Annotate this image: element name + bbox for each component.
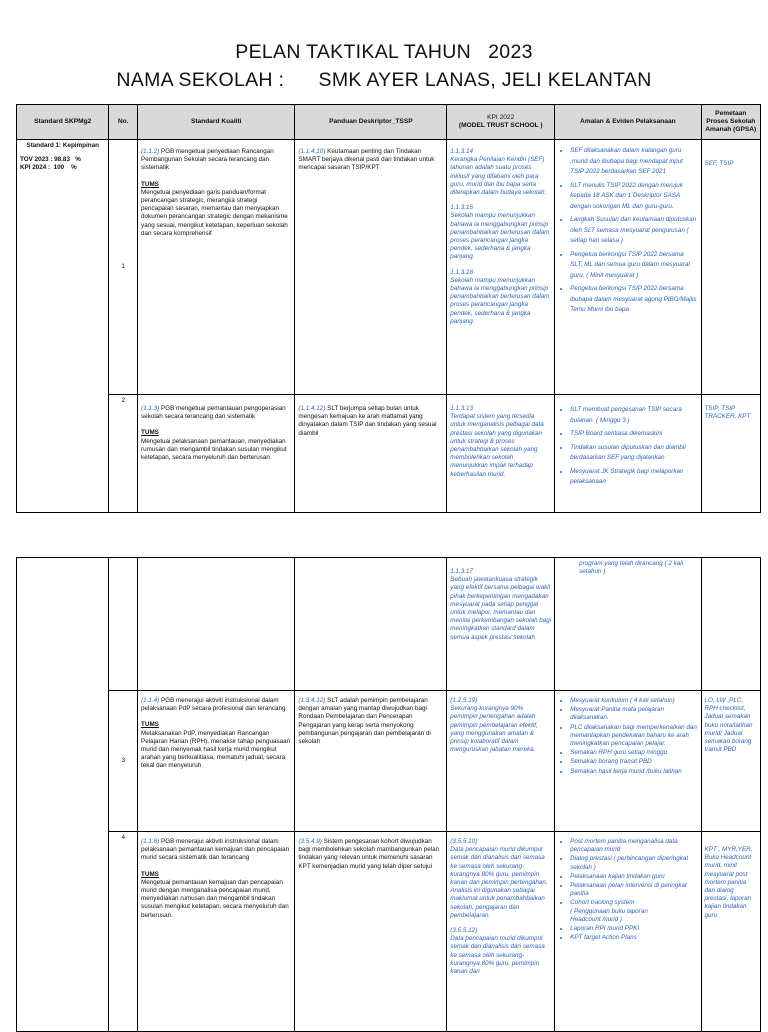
tums-text: Melaksanakan PdP, menyediakan Rancangan Pelajaran Harian (RPH), menaksir tahap penguasaan murid dan menyemak hasil kerja murid mengikut arahan yang berkualitiasa, mematuhi jadual, secara tekal dan menyeluruh <box>141 729 291 770</box>
evidence-item: • Tindakan susulan diputuskan dan diambil berdasarkan SEF yang dijalankan <box>570 443 697 464</box>
kpi-item: (3.5.5.12) Data pencapaian murid dikumpul semak dan dianalisis dari semasa ke semasa oleh sekurang-kurangnya 80% guru, pemimpin kanan dan <box>450 927 545 976</box>
kpi-cell <box>447 395 555 513</box>
evidence-item: • TSIP Board sentiasa dikemaskini <box>570 429 697 440</box>
column-header: No. <box>109 105 138 140</box>
evidence-item: • Mesyuarat kurikulum ( 4 kali setahun) <box>570 697 697 705</box>
kualiti-code: (1.1.2) <box>141 148 160 155</box>
evidence-item: • Pelaksanaan pelan intervensi di peringkat panitia <box>570 882 697 898</box>
standard-kualiti-cell <box>138 140 295 395</box>
deskriptor-text: SLT adalah pemimpin pembelajaran dengan amalan yang mantap diwujudkan bagi Rondaan Pembelajaran dan Pencerapan Pengajaran yang kerap serta menyokong pembangunan pengajaran dan pembelajaran di sekolah <box>298 697 431 746</box>
column-header: Panduan Deskriptor_TSSP <box>295 105 447 140</box>
evidence-item: • Mesyuarat Panitia mata pelajaran dilaksanakan. <box>570 706 697 722</box>
evidence-item: • KPT target Action Plans <box>570 934 697 942</box>
row-number: 2 <box>109 395 138 513</box>
table-row <box>17 832 761 1032</box>
deskriptor-code: (1.1.4.10) <box>298 148 326 155</box>
evidence-item: • PLC dilaksanakan bagi memperkenalkan dan memantapkan pendekatan baharu ke arah meningkatkan pencapaian pelajar. <box>570 724 697 749</box>
tactical-plan-table-page2 <box>16 557 761 1032</box>
tactical-plan-table-page1 <box>16 104 761 513</box>
tov-value: TOV 2023 : 98.83 % <box>20 156 81 164</box>
tums-label: TUMS <box>141 870 159 878</box>
evidence-continuation: program yang telah dirancang ( 2 kali setahun ) <box>579 560 684 576</box>
kpi-item: (3.5.5.10) Data pencapaian murid dikumpul semak dan dianalisis dari semasa ke semasa oleh sekurang-kurangnya 80% guru, pemimpin kanan dan pemimpin pertengahan. Analisis ini digunakan sebagai maklumat untuk penambahbaikan sekolah, pengajaran dan pembelajaran. <box>450 838 548 919</box>
evidence-item: • Pengetua berkongsi TSIP 2022 bersama SLT, ML dan semua guru dalam mesyuarat guru. ( Minit mesyuarat ) <box>570 250 697 282</box>
standard-cell <box>17 140 109 513</box>
standard-kualiti-cell <box>138 832 295 1032</box>
table-row <box>17 691 761 832</box>
table-header-row <box>17 105 761 140</box>
standard-cell <box>17 558 109 1032</box>
document-title: PELAN TAKTIKAL TAHUN 2023 <box>235 41 533 63</box>
tums-label: TUMS <box>141 721 159 729</box>
deskriptor-text: Sistem pengesanan kohort diwujudkan bagi membolehkan sekolah mambangunkan pelan tindakan yang relevan untuk memenuhi sasaran KPT kemenjadian murid yang telah diper setujui <box>298 838 440 870</box>
column-header <box>447 105 555 140</box>
kualiti-code: (1.1.4) <box>141 697 160 704</box>
deskriptor-code: (1.1.4.12) <box>298 405 326 412</box>
gpsa-cell <box>701 395 760 513</box>
evidence-item: • Post mortem panitia menganalisa data pencapaian murid <box>570 838 697 854</box>
tums-label: TUMS <box>141 429 159 437</box>
row-number: 3 <box>109 691 138 832</box>
kpi-item: 1.1.3.17 Sebuah jawatankuasa strategik yang efektif bersama pelbagai wakil pihak berkepentingan mengadakan mesyuarat pada setiap penggal untuk melapor, memantau dan menilai perkembangan sekolah bagi meningkatkan standard dalam semua aspek prestasi sekolah <box>450 568 552 641</box>
gpsa-text: SEF, TSIP <box>704 160 734 167</box>
evidence-item: • Mesyuarat JK Strategik bagi melaporkan pelaksanaan <box>570 467 697 488</box>
kpi-cell <box>447 140 555 395</box>
kpi-target-value: KPI 2024 : 100 % <box>20 164 77 172</box>
deskriptor-cell <box>295 395 447 513</box>
evidence-item: • SLT membuat pengesanan TSIP secara bulanan. ( Minggu 3 ) <box>570 405 697 426</box>
evidence-item: • Pelaksanaan kajian tindakan guru <box>570 873 697 881</box>
evidence-item: • Semakan borang transit PBD <box>570 758 697 766</box>
kpi-item: 1.1.3.15 Sekolah mampu menunjukkan bahawa ia menggabungkan prinsip penambahbaikan berterusan dalam proses perancangan jangka pendek, sederhana & jangka panjang. <box>450 204 550 261</box>
evidence-cell <box>555 140 701 395</box>
kpi-item: (1.2.5.19) Sekurang-kurangnya 90% pemimpin pertengahan adalah pemimpin pembelajaran efektif, yang menggunakan amalan & prinsip kolaboratif dalam menguruskan jabatan mereka. <box>450 697 538 754</box>
column-header: Amalan & Eviden Pelaksanaan <box>555 105 701 140</box>
kpi-item: 1.1.3.13 Terdapat sistem yang tersedia untuk menganalisis pelbagai data prestasi sekolah yang digunakan untuk strategi & proses penambahbaikan sekolah yang membolehkan sekolah menunjukkan impak terhadap keberhasilan murid. <box>450 405 544 478</box>
column-header: Standard Kualiti <box>138 105 295 140</box>
evidence-item: • Langkah Susulan dan keutamaan diputuskan oleh SLT semasa mesyuarat pengurusan ( setiap hari selasa ) <box>570 215 697 247</box>
evidence-item: • Cohort tracking system ( Penggunaan buku laporan Headcount murid ) <box>570 899 697 924</box>
evidence-cell <box>555 558 701 691</box>
evidence-item: • SEF dilaksanakan dalam kalangan guru ,murid dan ibubapa bagi mendapat input TSIP 2022 berdasarkan SEF 2021 <box>570 146 697 178</box>
column-header: Standard SKPMg2 <box>17 105 109 140</box>
column-header: Pemetaan Proses Sekolah Amanah (GPSA) <box>701 105 760 140</box>
tums-text: Mengetuai pelaksanaan pemantauan, menyediakan rumusan dan mengambil tindakan susulan mengikut ketetapan, secara menyeluruh dan berterusan <box>141 437 287 462</box>
table-row <box>17 395 761 513</box>
kualiti-text: PGB mengetuai penyediaan Rancangan Pembangunan Sekolah secara terancang dan sistematik <box>141 148 274 172</box>
standard-heading: Standard 1: Kepimpinan <box>26 142 99 149</box>
evidence-item: • Laporan RPI murid PPKI <box>570 925 697 933</box>
row-number: 4 <box>109 832 138 1032</box>
deskriptor-cell <box>295 832 447 1032</box>
kualiti-text: PGB mengetuai pemantauan pengoperasian sekolah secara terancang dan sistematik <box>141 405 286 421</box>
deskriptor-cell <box>295 691 447 832</box>
evidence-item: • Dialog prestasi ( perbincangan diperingkat sekolah ) <box>570 855 697 871</box>
kualiti-code: (1.1.3) <box>141 405 160 412</box>
evidence-item: • SLT menulis TSIP 2022 dengan merujuk kepada 18 ASK dan 1 Deskriptor SASA dengan sokongan ML dan guru-guru. <box>570 181 697 213</box>
deskriptor-code: (1.3.4.12) <box>298 697 326 704</box>
tums-text: Mengetuai penyediaan garis panduan/format perancangan strategic, merangka strategi pencapaian sasaran, memantau dan menyiapkan dokumen perancangan strategic dengan mekanisme yang sesuai, mengikut ketetapan, keperluan sekolah dan secara komprehensif <box>141 188 288 237</box>
evidence-cell <box>555 691 701 832</box>
gpsa-text: LO, LW ,PLC, RPH checklist, Jadual semakan buku nota/latihan murid/ Jadual semakan borang transit PBD <box>704 697 753 754</box>
tums-label: TUMS <box>141 180 159 188</box>
empty-cell <box>138 558 295 691</box>
deskriptor-code: (3.5.4.9) <box>298 838 322 845</box>
evidence-item: • Semakan hasil kerja murid /buku latihan <box>570 768 697 776</box>
kpi-cell <box>447 558 555 691</box>
evidence-cell <box>555 395 701 513</box>
kualiti-text: PGB menerajui aktiviti instruksional dalam pelaksanaan PdP secara profesional dan terancang <box>141 697 286 713</box>
kpi-item: 1.1.3.18 Sekolah mampu menunjukkan bahawa ia menggabungkan prinsip penambahbaikan berterusan dalam proses perancangan jangka pendek, sederhana & jangka panjang. <box>450 268 550 325</box>
deskriptor-cell <box>295 140 447 395</box>
deskriptor-text: Keutamaan penting dan Tindakan SMART berjaya dikenal pasti dan tindakan untuk mencapai sasaran TSIP/KPT <box>298 148 435 172</box>
gpsa-text: KPT , MYR,YER, Buku Headcount murid, minit mesyuarat post mortem panitia dan dialog prestasi, laporan kajian tindakan guru <box>704 846 753 919</box>
gpsa-cell <box>701 691 760 832</box>
empty-cell <box>701 558 760 691</box>
standard-kualiti-cell <box>138 691 295 832</box>
kualiti-text: PGB menerajui aktiviti instruksional dalam pelaksanaan pemantauan kemajuan dan pencapaian murid secara sistematik dan terancang <box>141 838 290 862</box>
column-header-line: (MODEL TRUST SCHOOL ) <box>458 122 543 129</box>
evidence-item: • Semakan RPH guru setiap minggu <box>570 749 697 757</box>
table-row <box>17 140 761 395</box>
table-row <box>17 558 761 691</box>
empty-cell <box>109 558 138 691</box>
evidence-item: • Pengetua berkongsi TSIP 2022 bersama ibubapa dalam mesyuarat agong PIBG/Majlis Temu Murni ibu bapa <box>570 284 697 316</box>
column-header-line: KPI 2022 <box>487 114 515 121</box>
document-title-block <box>0 38 768 94</box>
tums-text: Mengetuai pemantauan kemajuan dan pencapaian murid dengan menganalisa pencapaian murid, menyediakan rumusan dan mengambil tindakan susulan mengikut ketetapan, secara menyeluruh dan berterusan. <box>141 878 289 919</box>
kualiti-code: (1.1.6) <box>141 838 160 845</box>
empty-cell <box>295 558 447 691</box>
school-name: NAMA SEKOLAH : SMK AYER LANAS, JELI KELANTAN <box>116 69 652 91</box>
evidence-cell <box>555 832 701 1032</box>
kpi-cell <box>447 691 555 832</box>
standard-kualiti-cell <box>138 395 295 513</box>
gpsa-text: TSIP, TSIP TRACKER, KPT <box>704 405 751 421</box>
kpi-cell <box>447 832 555 1032</box>
gpsa-cell <box>701 832 760 1032</box>
row-number: 1 <box>109 140 138 395</box>
gpsa-cell <box>701 140 760 395</box>
deskriptor-text: SLT berjumpa setiap bulan untuk mengesan kemajuan ke arah matlamat yang dinyatakan dalam TSIP dan tindakan yang sesuai diambil <box>298 405 437 437</box>
kpi-item: 1.1.3.14 Kerangka Penilaian Kendiri (SEF) tahunan adalah suatu proses inklusif yang difahami oleh para guru, murid dan ibu bapa serta diterapkan dalam budaya sekolah. <box>450 148 547 197</box>
